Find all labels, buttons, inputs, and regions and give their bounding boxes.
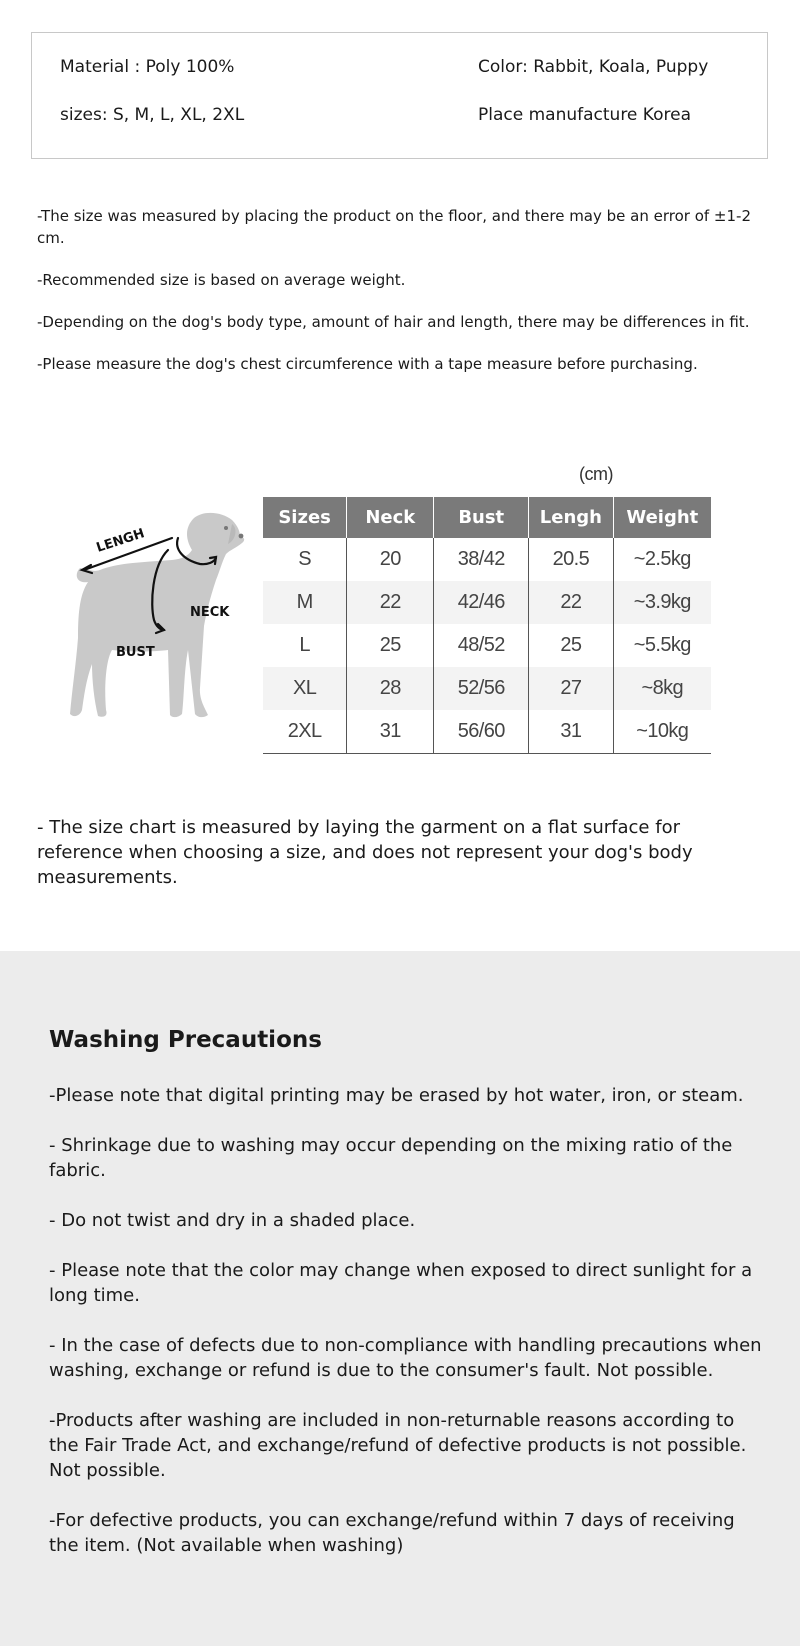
table-cell: ~2.5kg — [633, 548, 691, 570]
washing-item: - In the case of defects due to non-compliance with handling precautions when washing, exchange or refund is due to the consumer's fault. Not possible. — [49, 1335, 762, 1381]
table-cell: 38/42 — [434, 538, 529, 581]
washing-item: -Please note that digital printing may be erased by hot water, iron, or steam. — [49, 1085, 744, 1106]
washing-item: - Shrinkage due to washing may occur depending on the mixing ratio of the fabric. — [49, 1135, 733, 1181]
table-cell: ~3.9kg — [613, 581, 711, 624]
table-cell: 20.5 — [529, 538, 613, 581]
note-item: -The size was measured by placing the product on the floor, and there may be an error of ±1-2 cm. — [37, 207, 752, 247]
material-text: Material : Poly 100% — [60, 57, 235, 77]
length-label: LENGH — [94, 526, 147, 556]
table-cell: 42/46 — [434, 581, 529, 624]
note-item: -Recommended size is based on average weight. — [37, 271, 406, 289]
table-cell: 28 — [347, 667, 434, 710]
header-bust: Bust — [434, 497, 529, 538]
table-row — [263, 624, 711, 667]
washing-list — [49, 1083, 769, 1583]
unit-label: (cm) — [579, 464, 613, 484]
table-header-row — [263, 497, 711, 538]
dog-nose — [239, 534, 244, 539]
dog-measurement-diagram — [60, 510, 260, 750]
size-chart-table — [263, 497, 711, 754]
sizes-text: sizes: S, M, L, XL, 2XL — [60, 105, 245, 125]
table-cell: 22 — [529, 581, 613, 624]
table-cell: L — [263, 624, 347, 667]
washing-item: - Do not twist and dry in a shaded place. — [49, 1210, 416, 1231]
place-text: Place manufacture Korea — [478, 105, 691, 125]
washing-precautions-section — [0, 951, 800, 1646]
table-row — [263, 538, 711, 581]
table-cell: ~5.5kg — [633, 634, 691, 656]
table-cell: M — [263, 581, 347, 624]
table-cell: 31 — [347, 710, 434, 754]
header-length: Lengh — [529, 497, 613, 538]
table-row — [263, 667, 711, 710]
table-cell: 2XL — [263, 710, 347, 754]
table-cell: 22 — [347, 581, 434, 624]
table-cell: 20 — [347, 538, 434, 581]
neck-label: NECK — [190, 605, 230, 620]
table-cell: 52/56 — [434, 667, 529, 710]
washing-item: -Products after washing are included in non-returnable reasons according to the Fair Trade Act, and exchange/refund of defective products is not possible. Not possible. — [49, 1410, 747, 1481]
table-cell: XL — [263, 667, 347, 710]
table-cell: 25 — [347, 624, 434, 667]
bust-label: BUST — [116, 645, 155, 660]
dog-eye — [224, 526, 228, 530]
header-sizes: Sizes — [263, 497, 347, 538]
washing-item: - Please note that the color may change when exposed to direct sunlight for a long time. — [49, 1260, 753, 1306]
header-neck: Neck — [347, 497, 434, 538]
table-cell: ~10kg — [613, 710, 711, 754]
table-row — [263, 581, 711, 624]
washing-title: Washing Precautions — [49, 1027, 322, 1053]
spec-box — [31, 32, 768, 159]
size-chart-note: - The size chart is measured by laying the garment on a flat surface for reference when choosing a size, and does not represent your dog's body measurements. — [37, 817, 693, 888]
table-cell: 56/60 — [434, 710, 529, 754]
header-weight: Weight — [613, 497, 711, 538]
table-cell: 31 — [529, 710, 613, 754]
washing-item: -For defective products, you can exchange/refund within 7 days of receiving the item. (Not available when washing) — [49, 1510, 735, 1556]
note-item: -Depending on the dog's body type, amount of hair and length, there may be differences in fit. — [37, 313, 750, 331]
table-row — [263, 710, 711, 754]
note-item: -Please measure the dog's chest circumference with a tape measure before purchasing. — [37, 355, 698, 373]
measurement-notes — [37, 205, 757, 395]
table-cell: 25 — [529, 624, 613, 667]
table-cell: S — [263, 538, 347, 581]
table-cell: 48/52 — [434, 624, 529, 667]
table-cell: 27 — [529, 667, 613, 710]
table-cell: ~8kg — [613, 667, 711, 710]
color-text: Color: Rabbit, Koala, Puppy — [478, 57, 709, 77]
